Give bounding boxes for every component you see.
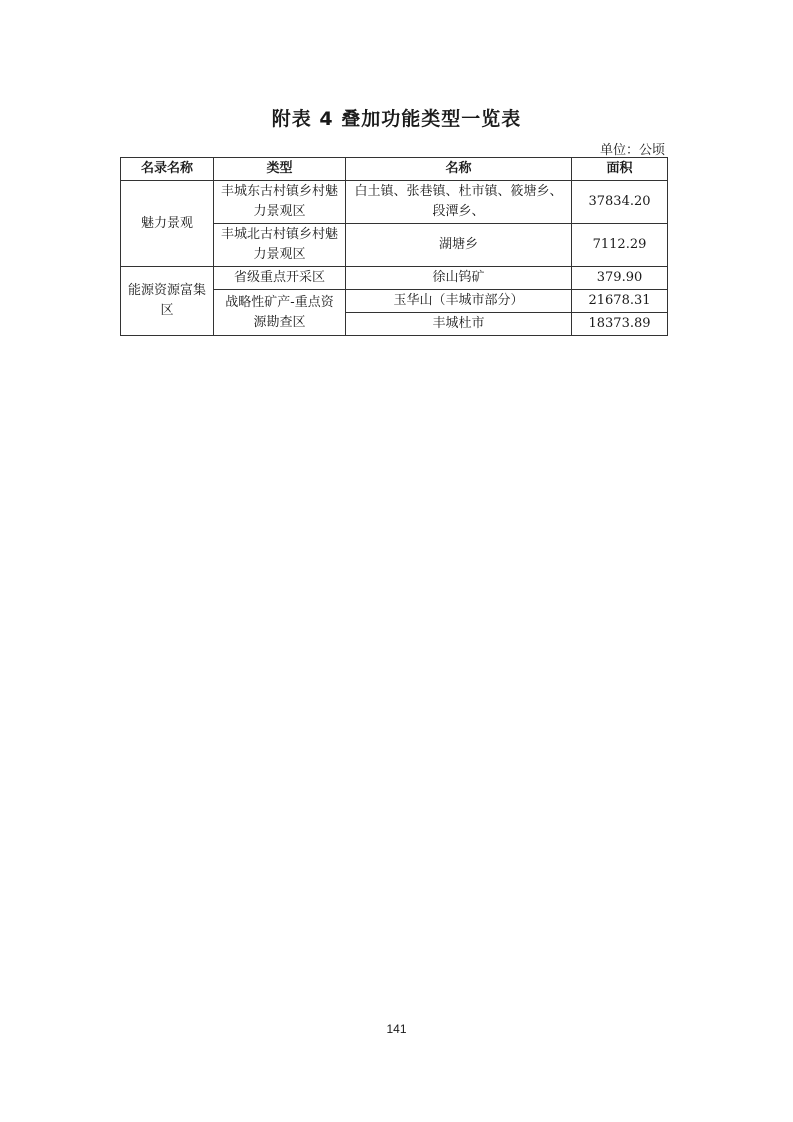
place-cell: 玉华山（丰城市部分） — [346, 290, 572, 313]
type-cell: 战略性矿产-重点资源勘查区 — [214, 290, 346, 336]
area-cell: 7112.29 — [572, 224, 668, 267]
area-cell: 18373.89 — [572, 313, 668, 336]
place-cell: 丰城杜市 — [346, 313, 572, 336]
type-cell: 省级重点开采区 — [214, 267, 346, 290]
table-header-row — [121, 158, 668, 181]
header-directory-name: 名录名称 — [121, 158, 214, 181]
place-cell: 白土镇、张巷镇、杜市镇、筱塘乡、段潭乡、 — [346, 181, 572, 224]
page-number: 141 — [386, 1022, 407, 1036]
group-name-cell: 魅力景观 — [121, 181, 214, 267]
document-title: 附表 4 叠加功能类型一览表 — [271, 108, 522, 130]
type-cell: 丰城北古村镇乡村魅力景观区 — [214, 224, 346, 267]
area-cell: 379.90 — [572, 267, 668, 290]
unit-label: 单位：公顷 — [599, 143, 665, 158]
area-cell: 21678.31 — [572, 290, 668, 313]
table-row — [121, 267, 668, 290]
group-name-cell: 能源资源富集区 — [121, 267, 214, 336]
type-cell: 丰城东古村镇乡村魅力景观区 — [214, 181, 346, 224]
header-name: 名称 — [346, 158, 572, 181]
table-row — [121, 181, 668, 224]
header-area: 面积 — [572, 158, 668, 181]
area-cell: 37834.20 — [572, 181, 668, 224]
place-cell: 湖塘乡 — [346, 224, 572, 267]
header-type: 类型 — [214, 158, 346, 181]
place-cell: 徐山钨矿 — [346, 267, 572, 290]
overlay-function-table — [120, 157, 668, 336]
